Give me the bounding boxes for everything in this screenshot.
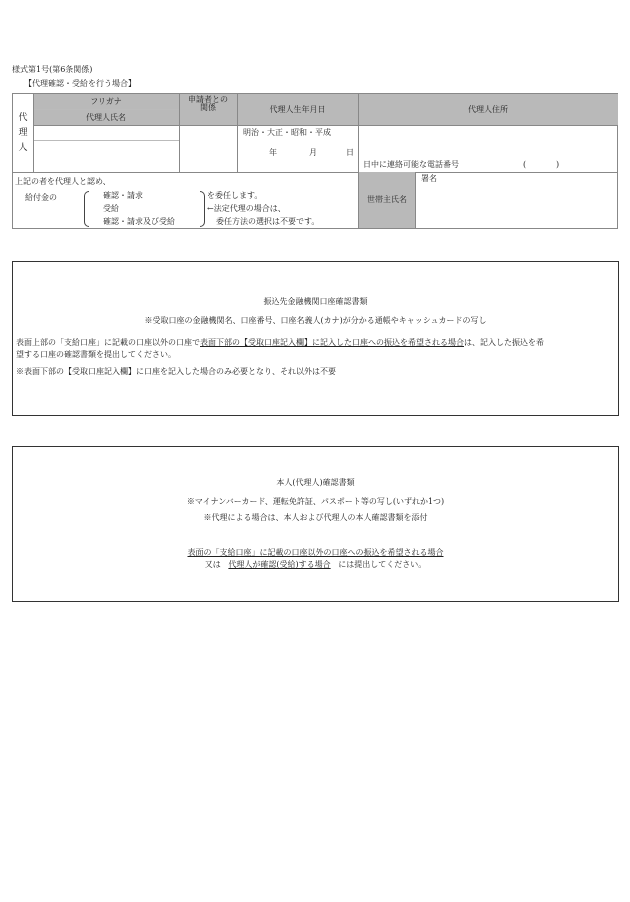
agent-table: [12, 93, 618, 229]
legal-agent-note-2: 委任方法の選択は不要です。: [216, 217, 320, 226]
birth-era-options[interactable]: 明治・大正・昭和・平成: [243, 128, 331, 137]
phone-input[interactable]: [533, 158, 555, 170]
birth-month-label: 月: [309, 148, 317, 157]
bank-docs-underlined-condition: 表面下部の【受取口座記入欄】に記入した口座への振込を希望される場合: [200, 338, 464, 347]
birth-day-label: 日: [346, 148, 354, 157]
id-docs-case2: 代理人が確認(受給)する場合: [228, 560, 331, 569]
legal-agent-note-1: ←法定代理の場合は、: [207, 204, 286, 213]
header-birthdate: 代理人生年月日: [269, 104, 326, 114]
id-docs-case1: 表面の「支給口座」に記載の口座以外の口座への振込を希望される場合: [187, 548, 444, 557]
bank-docs-note: ※表面下部の【受取口座記入欄】に口座を記入した場合のみ必要となり、それ以外は不要: [16, 367, 336, 376]
id-docs-case2-line: 又は 代理人が確認(受給)する場合 には提出してください。: [204, 560, 427, 569]
bank-docs-paragraph-line1: 表面上部の「支給口座」に記載の口座以外の口座で表面下部の【受取口座記入欄】に記入した口座への振込を希望される場合は、記入した振込を希: [16, 338, 544, 347]
relationship-input[interactable]: [180, 126, 236, 171]
signature-input[interactable]: [417, 186, 617, 226]
header-relationship: 申請者との 関係: [188, 95, 228, 112]
signature-label: 署名: [421, 174, 437, 183]
header-agent-name: 代理人氏名: [86, 112, 126, 122]
left-bracket-icon: [84, 191, 89, 227]
option-confirm-claim[interactable]: 確認・請求: [103, 191, 143, 200]
grid-line: [237, 94, 238, 172]
delegation-intro: 上記の者を代理人と認め、: [15, 177, 111, 186]
benefit-label: 給付金の: [25, 193, 57, 202]
grid-line: [33, 94, 34, 172]
option-receive[interactable]: 受給: [103, 204, 119, 213]
grid-line: [179, 94, 180, 172]
bank-docs-subtitle: ※受取口座の金融機関名、口座番号、口座名義人(カナ)が分かる通帳やキャッシュカードの写し: [144, 316, 487, 325]
phone-label: 日中に連絡可能な電話番号: [363, 160, 459, 169]
section-title: 【代理確認・受給を行う場合】: [24, 79, 136, 88]
birth-year-label: 年: [269, 148, 277, 157]
header-furigana: フリガナ: [90, 96, 122, 106]
id-docs-line2: ※代理による場合は、本人および代理人の本人確認書類を添付: [203, 513, 428, 522]
side-char-2: 理: [18, 127, 28, 138]
phone-paren-open: (: [523, 160, 527, 169]
grid-line: [33, 125, 618, 126]
agent-side-label: [13, 94, 33, 172]
form-number: 様式第1号(第6条関係): [12, 65, 93, 74]
option-confirm-claim-receive[interactable]: 確認・請求及び受給: [103, 217, 175, 226]
householder-label: 世帯主氏名: [358, 172, 416, 228]
phone-paren-close: ): [556, 160, 560, 169]
right-bracket-icon: [200, 191, 205, 227]
address-input[interactable]: [359, 126, 617, 156]
furigana-input[interactable]: [34, 126, 178, 140]
id-docs-line1: ※マイナンバーカード、運転免許証、パスポート等の写し(いずれか1つ): [186, 497, 445, 506]
id-docs-title: 本人(代理人)確認書類: [276, 478, 355, 487]
bank-docs-paragraph-line2: 望する口座の確認書類を提出してください。: [16, 350, 176, 359]
agent-name-input[interactable]: [34, 141, 178, 171]
header-address: 代理人住所: [468, 104, 508, 114]
side-char-1: 代: [18, 112, 28, 123]
id-docs-box: [12, 446, 619, 602]
grid-line: [13, 172, 618, 173]
bank-docs-title: 振込先金融機関口座確認書類: [263, 297, 368, 306]
delegate-text: を委任します。: [207, 191, 263, 200]
side-char-3: 人: [18, 142, 28, 153]
bank-docs-box: [12, 261, 619, 416]
